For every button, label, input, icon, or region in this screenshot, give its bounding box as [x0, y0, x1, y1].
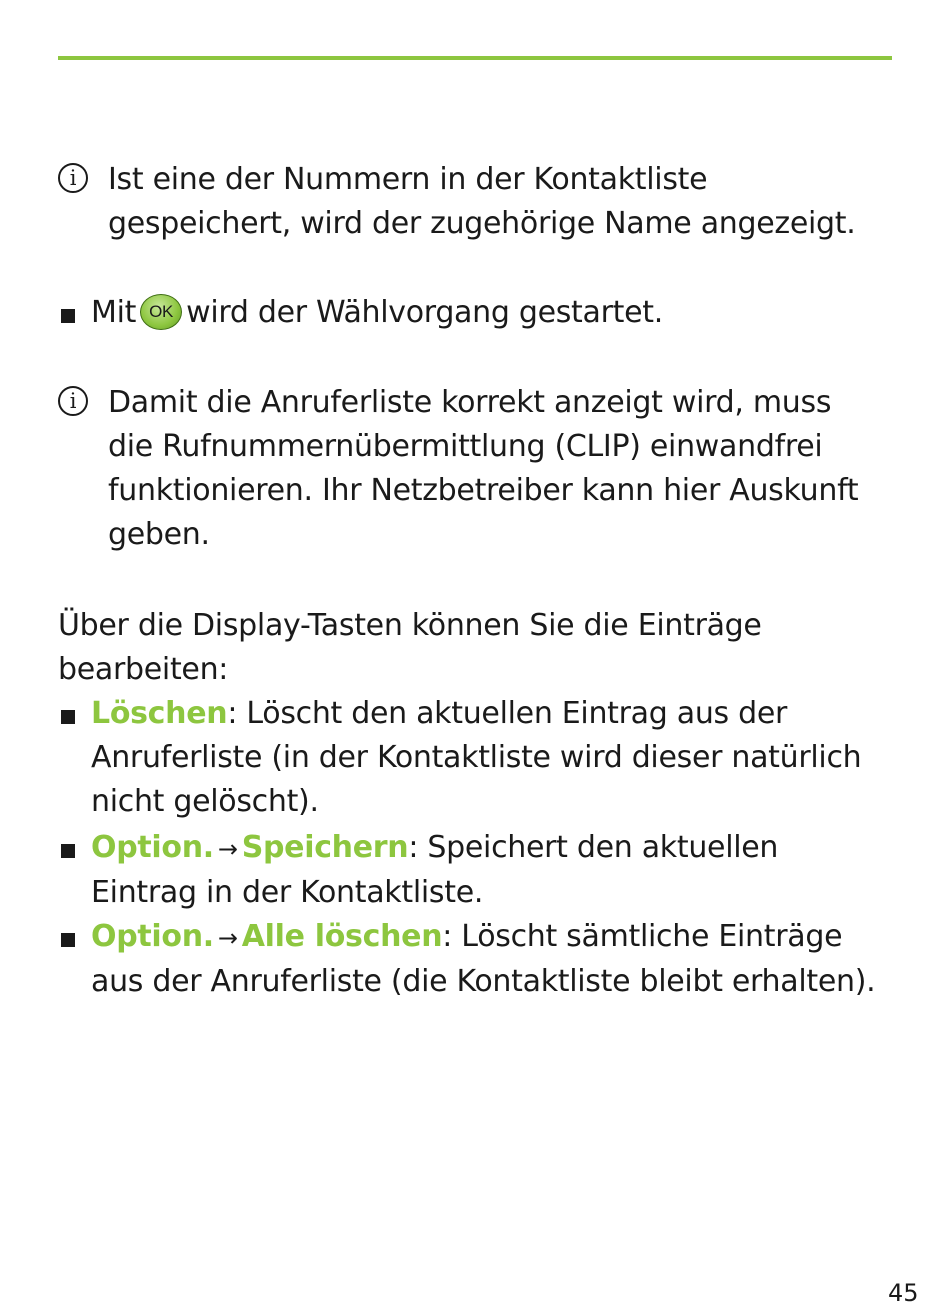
info-icon: i — [58, 163, 88, 193]
bullet-square — [61, 933, 75, 947]
list-item-save — [58, 826, 888, 915]
info-note-clip — [58, 381, 868, 557]
arrow-right-icon: → — [217, 835, 238, 863]
bullet-square — [61, 844, 75, 858]
item-description: : Löscht sämtliche Einträge aus der Anruferliste (die Kontaktliste bleibt erhalten). — [91, 919, 876, 999]
ok-key-icon: OK — [140, 294, 182, 330]
dial-instruction-text — [91, 291, 888, 335]
softkey-label: Löschen — [91, 696, 228, 731]
bullet-square — [61, 710, 75, 724]
page-number: 45 — [888, 1279, 919, 1307]
softkey-label: Option. — [91, 919, 214, 954]
dial-text-post: wird der Wählvorgang gestartet. — [186, 295, 663, 330]
softkey-label: Speichern — [241, 830, 409, 865]
item-description: : Löscht den aktuellen Eintrag aus der Anruferliste (in der Kontaktliste wird dieser natürlich nicht gelöscht). — [91, 696, 862, 819]
list-item-delete-all — [58, 915, 888, 1004]
header-rule — [58, 56, 892, 60]
intro-paragraph: Über die Display-Tasten können Sie die Einträge bearbeiten: — [58, 608, 762, 687]
dial-text-pre: Mit — [91, 295, 137, 330]
info-note-contact-text: Ist eine der Nummern in der Kontaktliste gespeichert, wird der zugehörige Name angezeigt. — [108, 162, 856, 241]
softkey-label: Alle löschen — [241, 919, 443, 954]
item-description: : Speichert den aktuellen Eintrag in der Kontaktliste. — [91, 830, 779, 910]
softkey-label: Option. — [91, 830, 214, 865]
list-item-delete — [58, 692, 888, 824]
arrow-right-icon: → — [217, 924, 238, 952]
info-note-contact — [58, 158, 888, 246]
bullet-square — [61, 309, 75, 323]
info-note-clip-text: Damit die Anruferliste korrekt anzeigt wird, muss die Rufnummernübermittlung (CLIP) einwandfrei funktionieren. Ihr Netzbetreiber kann hier Auskunft geben. — [108, 385, 859, 552]
dial-instruction — [58, 291, 888, 335]
info-icon: i — [58, 386, 88, 416]
